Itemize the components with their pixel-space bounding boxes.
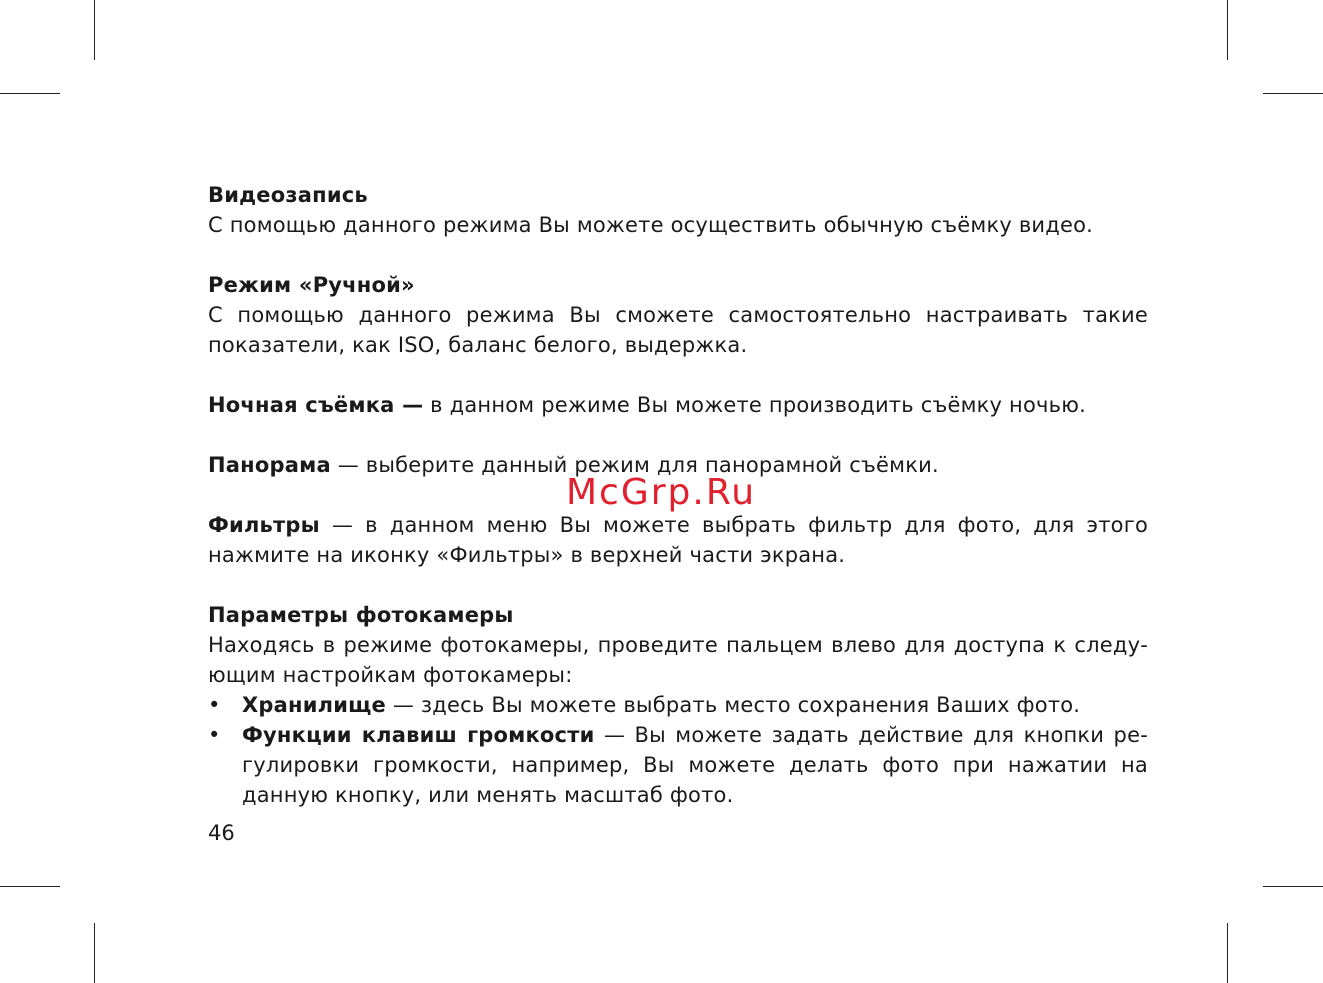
crop-mark-bottom-left-horizontal: [0, 886, 60, 887]
term: Хранилище: [242, 693, 386, 717]
section-video: [208, 180, 1148, 240]
definition: — в данном меню Вы можете выбрать фильтр для фото, для этого нажмите на иконку «Фильтры» в верхней части экрана.: [208, 513, 1148, 567]
section-text: Находясь в режиме фотокамеры, проведите пальцем влево для доступа к следу-ющим настройкам фотокамеры:: [208, 633, 1148, 687]
section-night: [208, 390, 1148, 420]
term: Ночная съёмка —: [208, 393, 424, 417]
term: Функции клавиш громкости: [242, 723, 595, 747]
crop-mark-top-right-vertical: [1227, 0, 1228, 60]
section-heading: Параметры фотокамеры: [208, 603, 514, 627]
bullet-icon: •: [208, 693, 221, 717]
crop-mark-bottom-right-horizontal: [1263, 886, 1323, 887]
watermark: McGrp.Ru: [566, 472, 757, 513]
list-item: [208, 690, 1148, 720]
list-item: [208, 720, 1148, 810]
section-filters: [208, 510, 1148, 570]
crop-mark-bottom-right-vertical: [1227, 923, 1228, 983]
definition: — Вы можете задать действие для кнопки ре-гулировки громкости, например, Вы можете делать фото при нажатии на данную кнопку, или менять масштаб фото.: [242, 723, 1148, 807]
page-number: 46: [208, 821, 235, 845]
definition: — выберите данный режим для панорамной съёмки.: [330, 453, 939, 477]
crop-mark-top-right-horizontal: [1263, 93, 1323, 94]
settings-list: [208, 690, 1148, 810]
definition: в данном режиме Вы можете производить съёмку ночью.: [423, 393, 1086, 417]
crop-mark-bottom-left-vertical: [94, 923, 95, 983]
section-heading: Видеозапись: [208, 183, 368, 207]
section-heading: Режим «Ручной»: [208, 273, 415, 297]
section-camera-params: [208, 600, 1148, 810]
bullet-icon: •: [208, 723, 221, 747]
section-text: С помощью данного режима Вы можете осуществить обычную съёмку видео.: [208, 213, 1094, 237]
crop-mark-top-left-horizontal: [0, 93, 60, 94]
term: Фильтры: [208, 513, 320, 537]
definition: — здесь Вы можете выбрать место сохранения Ваших фото.: [385, 693, 1081, 717]
section-manual: [208, 270, 1148, 360]
term: Панорама: [208, 453, 331, 477]
crop-mark-top-left-vertical: [94, 0, 95, 60]
section-text: С помощью данного режима Вы сможете самостоятельно настраивать такие показатели, как ISO, баланс белого, выдержка.: [208, 303, 1148, 357]
